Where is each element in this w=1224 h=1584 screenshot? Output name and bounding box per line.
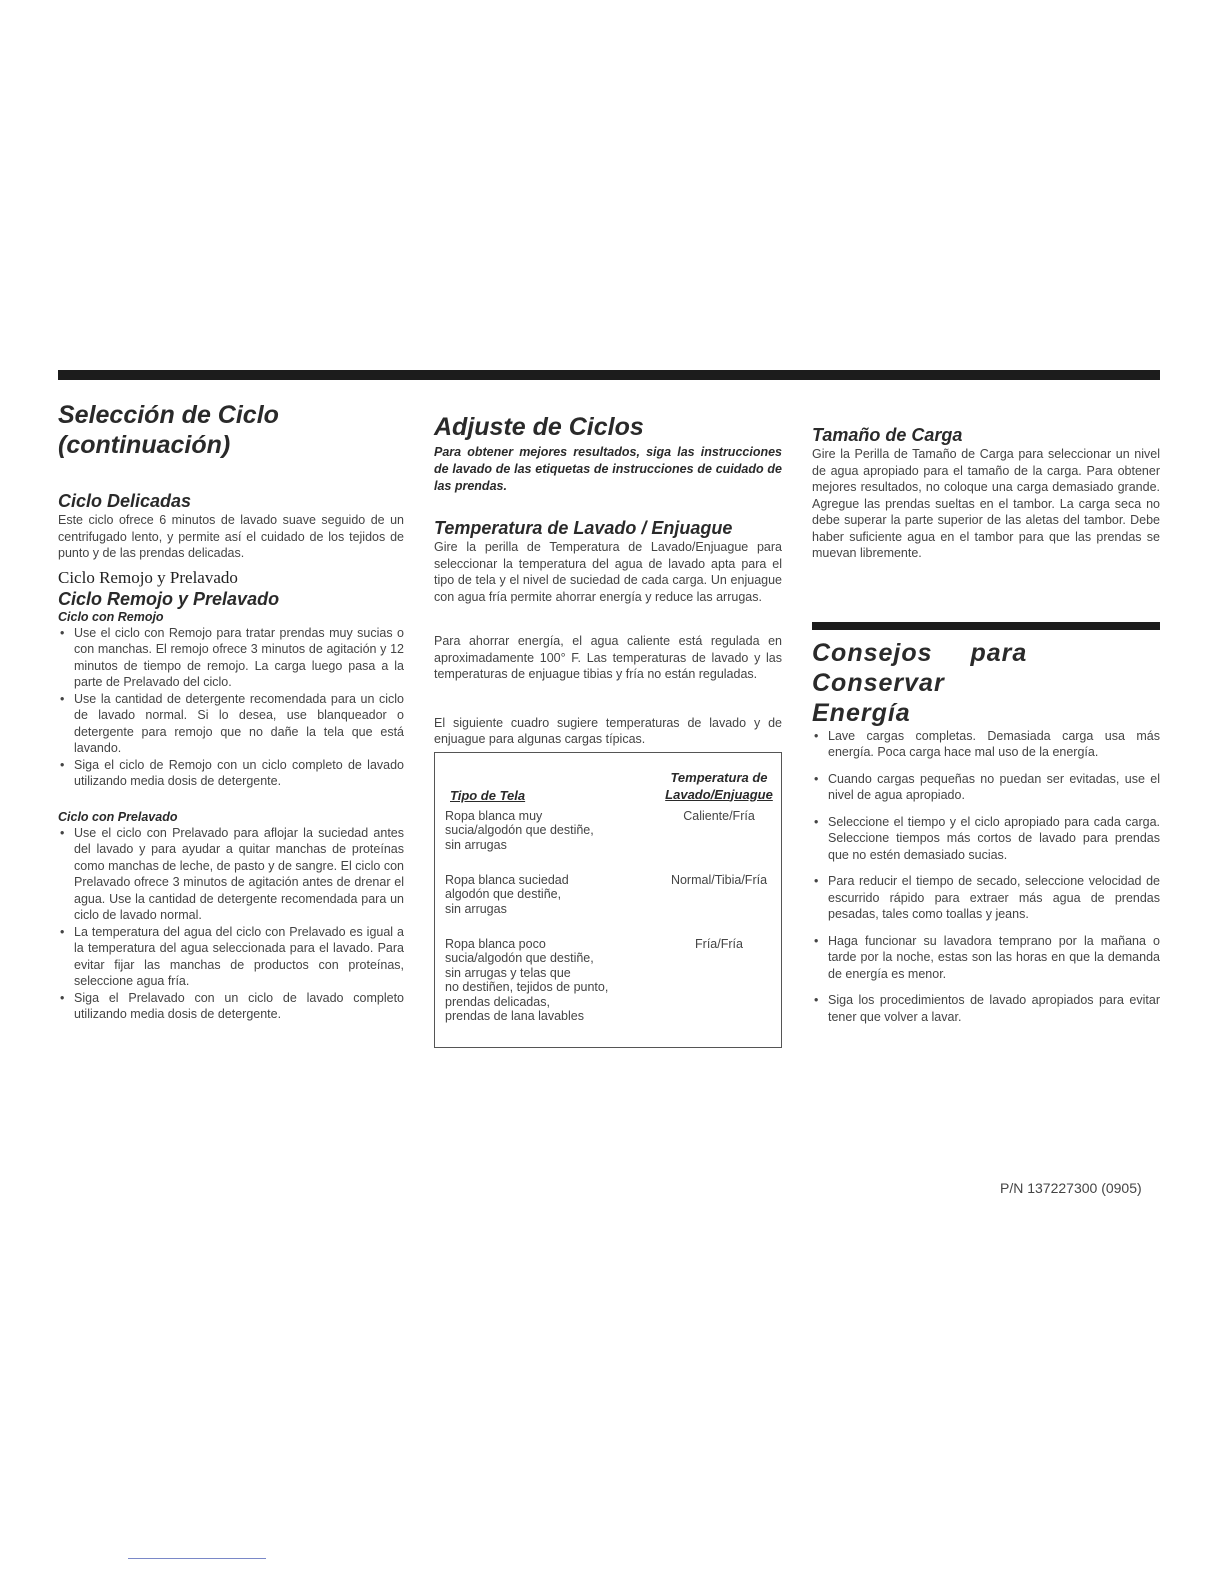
fabric-line: algodón que destiñe, (445, 887, 562, 901)
fabric-line: Ropa blanca suciedad (445, 872, 569, 887)
text-ahorro-energia: Para ahorrar energía, el agua caliente está regulada en aproximadamente 100° F. Las temperaturas de lavado y las temperaturas de enjuague tibias y fría no están reguladas. (434, 634, 782, 681)
serif-heading-remojo: Ciclo Remojo y Prelavado (58, 567, 238, 587)
table-cell-temp: Normal/Tibia/Fría (670, 872, 768, 887)
table-header-fabric: Tipo de Tela (450, 787, 526, 803)
heading-ciclo-remojo: Ciclo Remojo y Prelavado (58, 588, 280, 609)
column-ajuste-ciclos (434, 400, 782, 1048)
list-item: • Haga funcionar su lavadora temprano por la mañana o tarde por la noche, estas son las horas en que la demanda de energía es menor. (812, 933, 1160, 983)
list-prelavado (58, 825, 404, 1023)
text-temperatura: Gire la perilla de Temperatura de Lavado/Enjuague para seleccionar la temperatura del agua de lavado apta para el tipo de tela y el nivel de suciedad de cada carga. Un enjuague con agua fría permite ahorrar energía y reduce las arrugas. (434, 540, 782, 604)
table-cell-fabric (445, 809, 635, 853)
top-divider-rule (58, 370, 1160, 380)
fabric-line: sucia/algodón que destiñe, (445, 951, 594, 965)
list-item: • Lave cargas completas. Demasiada carga usa más energía. Poca carga hace mal uso de la energía. (812, 728, 1160, 761)
list-item: • Use la cantidad de detergente recomendada para un ciclo de lavado normal. Si lo desea, use blanqueador o detergente para remojo que no dañe la tela que está lavando. (58, 691, 404, 757)
heading-ciclo-delicadas: Ciclo Delicadas (58, 491, 192, 511)
table-cell-fabric (445, 937, 635, 1024)
bottom-link-underline (128, 1558, 266, 1559)
table-cell-temp: Caliente/Fría (683, 808, 755, 823)
fabric-line: sin arrugas y telas que (445, 965, 571, 980)
intro-care-labels: Para obtener mejores resultados, siga las instrucciones de lavado de las etiquetas de instrucciones de cuidado de las prendas. (434, 445, 782, 493)
list-item: • Use el ciclo con Remojo para tratar prendas muy sucias o con manchas. El remojo ofrece 3 minutos de agitación y 12 minutos de tiempo de remojo. La carga luego pasa a la parte de Prelavado del ciclo. (58, 625, 404, 691)
text-ciclo-delicadas: Este ciclo ofrece 6 minutos de lavado suave seguido de un centrifugado lento, y permite así el cuidado de los tejidos de punto y de las prendas delicadas. (58, 513, 404, 560)
list-item: • Para reducir el tiempo de secado, seleccione velocidad de escurrido rápido para extraer más agua de prendas pesadas, tales como toallas y jeans. (812, 873, 1160, 923)
subheading-ciclo-con-prelavado: Ciclo con Prelavado (58, 809, 178, 824)
column-seleccion-ciclo (58, 400, 404, 1023)
text-table-intro: El siguiente cuadro sugiere temperaturas de lavado y de enjuague para algunas cargas típicas. (434, 715, 782, 746)
table-cell-fabric (445, 873, 635, 917)
table-header-temp-line2: Lavado/Enjuague (665, 786, 773, 802)
fabric-line: Ropa blanca muy (445, 808, 543, 823)
section-title-energia (812, 638, 1160, 728)
section-title-ajuste: Adjuste de Ciclos (434, 413, 644, 441)
table-header-temp-line1: Temperatura de (670, 769, 768, 785)
column-tamano-energia (812, 400, 1160, 1035)
list-item: • Siga el ciclo de Remojo con un ciclo completo de lavado utilizando media dosis de detergente. (58, 757, 404, 790)
list-item: • Use el ciclo con Prelavado para aflojar la suciedad antes del lavado y para ayudar a quitar manchas de proteínas como manchas de leche, de pasto y de sangre. El ciclo con Prelavado ofrece 3 minutos de agitación antes de drenar el agua. Use la cantidad de detergente recomendada para un ciclo de lavado normal. (58, 825, 404, 924)
fabric-line: sin arrugas (445, 901, 507, 916)
fabric-line: prendas delicadas, (445, 994, 550, 1009)
energy-title-line-2: Energía (812, 698, 911, 727)
heading-tamano-carga: Tamaño de Carga (812, 425, 963, 445)
fabric-line: no destiñen, tejidos de punto, (445, 980, 609, 994)
title-line-1: Selección de Ciclo (58, 401, 279, 429)
list-item: • Seleccione el tiempo y el ciclo apropiado para cada carga. Seleccione tiempos más cortos de lavado para prendas que no estén demasiado sucias. (812, 814, 1160, 864)
title-line-2: (continuación) (58, 431, 231, 459)
energy-title-line-1: Consejos para Conservar (812, 638, 1028, 697)
list-remojo (58, 625, 404, 790)
text-tamano-carga: Gire la Perilla de Tamaño de Carga para seleccionar un nivel de agua apropiado para el tamaño de la carga. Para obtener mejores resultados, no coloque una carga demasiado grande. Agregue las prendas sueltas en el tambor. La carga seca no debe superar la parte superior de las aletas del tambor. Debe haber suficiente agua en el tambor para que las prendas se muevan libremente. (812, 447, 1160, 560)
list-energy-tips (812, 728, 1160, 1026)
fabric-line: sin arrugas (445, 837, 507, 852)
list-item: • La temperatura del agua del ciclo con Prelavado es igual a la temperatura del agua seleccionada para el lavado. Para evitar fijar las manchas de productos con proteínas, seleccione agua fría. (58, 924, 404, 990)
part-number: P/N 137227300 (0905) (1000, 1180, 1142, 1196)
heading-temperatura: Temperatura de Lavado / Enjuague (434, 518, 733, 538)
section-title-seleccion (58, 400, 404, 460)
list-item: • Siga el Prelavado con un ciclo de lavado completo utilizando media dosis de detergente. (58, 990, 404, 1023)
list-item: • Cuando cargas pequeñas no puedan ser evitadas, use el nivel de agua apropiado. (812, 771, 1160, 804)
fabric-line: sucia/algodón que destiñe, (445, 823, 594, 837)
temperature-table (434, 752, 782, 1048)
energy-divider-rule (812, 622, 1160, 630)
subheading-ciclo-con-remojo: Ciclo con Remojo (58, 609, 164, 624)
list-item: • Siga los procedimientos de lavado apropiados para evitar tener que volver a lavar. (812, 992, 1160, 1025)
fabric-line: prendas de lana lavables (445, 1009, 584, 1023)
fabric-line: Ropa blanca poco (445, 936, 546, 951)
table-cell-temp: Fría/Fría (695, 936, 743, 951)
